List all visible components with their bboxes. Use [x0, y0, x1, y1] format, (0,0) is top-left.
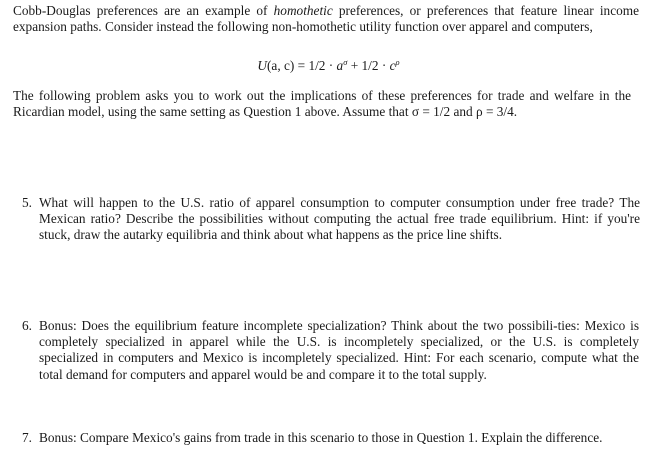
- question-text: Bonus: Compare Mexico's gains from trade in this scenario to those in Question 1. Explain the difference.: [39, 430, 603, 445]
- equation-var-a: a: [336, 58, 344, 73]
- equation-exp-c: ρ: [395, 57, 400, 67]
- question-text: Bonus: Does the equilibrium feature incomplete specialization? Think about the two possibili-ties: Mexico is completely specialized in apparel while the U.S. is incompletely specialized, or the U.S. is completely specialized in computers and Mexico is incompletely specialized. Hint: For each scenario, compute what the total demand for computers and apparel would be and compare it to the total supply.: [39, 318, 639, 382]
- equation-args: (a, c): [267, 58, 295, 73]
- question-6: [22, 318, 639, 383]
- question-7: [22, 430, 639, 446]
- intro-emphasis: homothetic: [273, 3, 333, 18]
- intro-text-after: preferences, or preferences that feature linear income expansion paths. Consider instead the following non-homothetic utility function over apparel and computers,: [13, 3, 640, 35]
- question-number: 5.: [22, 195, 32, 210]
- intro-paragraph: [13, 3, 639, 35]
- question-5: [22, 195, 640, 244]
- equation-equals: = 1/2 ·: [294, 58, 337, 73]
- problem-statement: The following problem asks you to work out the implications of these preferences for trade and welfare in the Ricardian model, using the same setting as Question 1 above. Assume that σ = 1/2 and ρ = 3/4.: [13, 88, 631, 120]
- equation-plus: + 1/2 ·: [347, 58, 390, 73]
- equation-lhs: U: [257, 58, 267, 73]
- equation-var-c: c: [389, 58, 396, 73]
- intro-text-before: Cobb-Douglas preferences are an example of: [13, 3, 274, 18]
- utility-equation: [0, 58, 657, 74]
- equation-exp-a: σ: [343, 57, 348, 67]
- question-number: 6.: [22, 318, 32, 333]
- question-number: 7.: [22, 430, 32, 445]
- question-text: What will happen to the U.S. ratio of apparel consumption to computer consumption under free trade? The Mexican ratio? Describe the possibilities without computing the actual free trade equilibrium. Hint: if you're stuck, draw the autarky equilibria and think about what happens as the price line shifts.: [39, 195, 640, 243]
